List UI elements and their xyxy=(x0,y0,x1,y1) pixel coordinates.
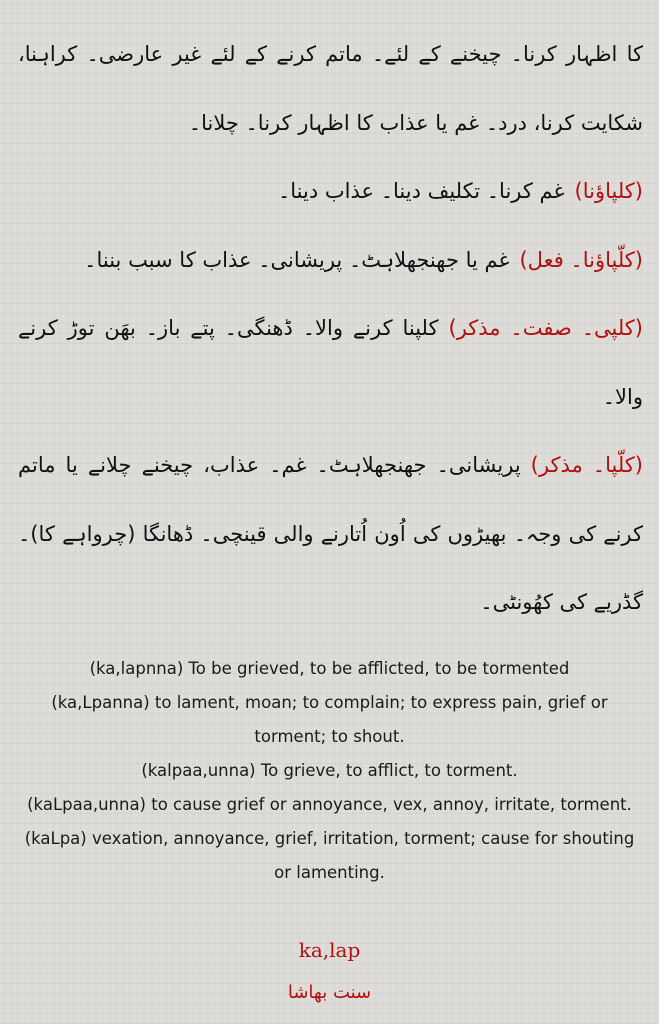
urdu-entry-text: پریشانی۔ جھنجھلاہٹ۔ غم۔ عذاب، چیخنے چلانے یا ماتم کرنے کی وجہ۔ بھیڑوں کی اُون اُتارنے والی قینچی۔ ڈھانگا (چرواہے کا)۔ گڈریے کی کھُونٹی۔ xyxy=(18,453,643,614)
english-definitions xyxy=(0,652,659,890)
english-definition-line: (kalpaa,unna) To grieve, to afflict, to torment. xyxy=(141,761,518,780)
english-definition-line: (kaLpaa,unna) to cause grief or annoyance, vex, annoy, irritate, torment. xyxy=(27,795,632,814)
urdu-entry-kalpauna xyxy=(18,157,643,226)
urdu-entry-label: (کلپی۔ صفت۔ مذکر) xyxy=(448,316,643,340)
urdu-entry-kalpa xyxy=(18,431,643,637)
source-label: سنت بھاشا xyxy=(287,982,372,1003)
urdu-entry-kalpauna-verb xyxy=(18,226,643,295)
english-definition-line: (ka,Lpanna) to lament, moan; to complain; to express pain, grief or torment; to shout. xyxy=(51,693,608,746)
english-definition-line: (kaLpa) vexation, annoyance, grief, irritation, torment; cause for shouting or lamenting. xyxy=(24,829,635,882)
urdu-entry-text: کلپنا کرنے والا۔ ڈھنگی۔ پتے باز۔ بھَن توڑ کرنے والا۔ xyxy=(18,316,643,409)
headword: ka,lap xyxy=(298,938,361,962)
urdu-entry-continuation xyxy=(18,20,643,157)
urdu-entry-text: غم یا جھنجھلاہٹ۔ پریشانی۔ عذاب کا سبب بننا۔ xyxy=(84,247,510,272)
urdu-entry-text: غم کرنا۔ تکلیف دینا۔ عذاب دینا۔ xyxy=(277,179,565,203)
urdu-entry-text: کا اظہار کرنا۔ چیخنے کے لئے۔ ماتم کرنے کے لئے غیر عارضی۔ کراہنا، شکایت کرنا، درد۔ غم یا عذاب کا اظہار کرنا۔ چلانا۔ xyxy=(18,42,643,135)
urdu-entry-label: (کلّپاؤنا۔ فعل) xyxy=(519,247,643,272)
urdu-entry-label: (کلّپا۔ مذکر) xyxy=(530,453,643,477)
urdu-entry-kalpi xyxy=(18,294,643,431)
urdu-entry-label: (کلپاؤنا) xyxy=(574,179,643,203)
english-definition-line: (ka,lapnna) To be grieved, to be afflicted, to be tormented xyxy=(89,659,570,678)
